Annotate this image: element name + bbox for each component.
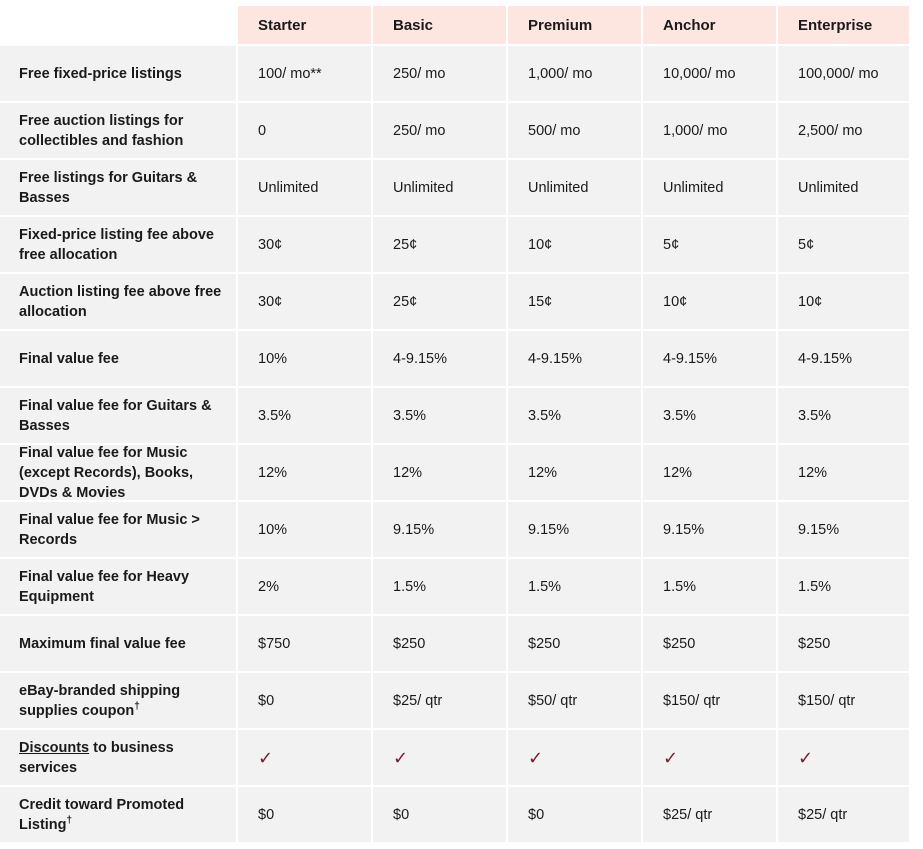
row-label-text xyxy=(19,738,228,778)
row-label-main: Free auction listings for collectibles and fashion xyxy=(19,112,184,149)
table-cell: 12% xyxy=(508,445,641,500)
table-cell: 500/ mo xyxy=(508,103,641,158)
table-cell: 1.5% xyxy=(508,559,641,614)
row-label xyxy=(0,730,236,785)
row-label xyxy=(0,46,236,101)
table-cell: $0 xyxy=(238,787,371,842)
table-cell: Unlimited xyxy=(508,160,641,215)
column-header-enterprise: Enterprise xyxy=(778,6,909,44)
table-cell: $25/ qtr xyxy=(778,787,909,842)
footnote-dagger: † xyxy=(134,700,140,712)
table-cell: 3.5% xyxy=(778,388,909,443)
row-label xyxy=(0,274,236,329)
row-label-text xyxy=(19,225,228,265)
table-cell: 25¢ xyxy=(373,217,506,272)
table-cell: 4-9.15% xyxy=(778,331,909,386)
table-cell: 9.15% xyxy=(643,502,776,557)
table-cell: 1,000/ mo xyxy=(508,46,641,101)
table-cell: Unlimited xyxy=(373,160,506,215)
row-label xyxy=(0,103,236,158)
column-header-premium: Premium xyxy=(508,6,641,44)
table-cell: Unlimited xyxy=(238,160,371,215)
row-label xyxy=(0,160,236,215)
table-cell: 4-9.15% xyxy=(373,331,506,386)
column-header-basic: Basic xyxy=(373,6,506,44)
row-label-main: Final value fee for Heavy Equipment xyxy=(19,568,190,605)
table-cell: 1.5% xyxy=(373,559,506,614)
row-label-main: Final value fee xyxy=(19,350,119,367)
row-label-text xyxy=(19,349,119,369)
row-label-text xyxy=(19,64,182,84)
table-cell: 100,000/ mo xyxy=(778,46,909,101)
row-label xyxy=(0,502,236,557)
table-cell: $250 xyxy=(778,616,909,671)
row-label xyxy=(0,445,236,500)
table-cell: 250/ mo xyxy=(373,46,506,101)
table-cell: 12% xyxy=(778,445,909,500)
row-label-main: Final value fee for Guitars & Basses xyxy=(19,397,212,434)
table-cell: $0 xyxy=(508,787,641,842)
column-header-starter: Starter xyxy=(238,6,371,44)
table-cell: 10¢ xyxy=(508,217,641,272)
table-cell: 10,000/ mo xyxy=(643,46,776,101)
table-cell: 30¢ xyxy=(238,274,371,329)
row-label-main: Auction listing fee above free allocation xyxy=(19,283,222,320)
row-label xyxy=(0,559,236,614)
row-label-main: eBay-branded shipping supplies coupon xyxy=(19,682,181,719)
table-cell: 5¢ xyxy=(643,217,776,272)
footnote-dagger: † xyxy=(66,814,73,826)
row-label-text xyxy=(19,567,228,607)
table-cell: $250 xyxy=(373,616,506,671)
row-label-text xyxy=(19,634,186,654)
row-label-text xyxy=(19,282,228,322)
table-cell: 2,500/ mo xyxy=(778,103,909,158)
row-label xyxy=(0,388,236,443)
table-cell: $750 xyxy=(238,616,371,671)
table-cell: 15¢ xyxy=(508,274,641,329)
table-cell: 10¢ xyxy=(643,274,776,329)
row-label-text xyxy=(19,111,228,151)
row-label xyxy=(0,331,236,386)
table-cell: 3.5% xyxy=(508,388,641,443)
row-label-main: Free listings for Guitars & Basses xyxy=(19,169,198,206)
row-label-main: to business services xyxy=(19,739,174,776)
row-label-main: Fixed-price listing fee above free allocation xyxy=(19,226,214,263)
table-cell: 5¢ xyxy=(778,217,909,272)
check-icon: ✓ xyxy=(508,730,641,785)
row-label-main: Credit toward Promoted Listing xyxy=(19,796,185,833)
table-cell: 30¢ xyxy=(238,217,371,272)
table-cell: 10% xyxy=(238,331,371,386)
table-cell: $50/ qtr xyxy=(508,673,641,728)
column-header-anchor: Anchor xyxy=(643,6,776,44)
row-label-main: Final value fee for Music (except Records), Books, DVDs & Movies xyxy=(19,444,194,501)
row-label xyxy=(0,616,236,671)
table-cell: $25/ qtr xyxy=(643,787,776,842)
check-icon: ✓ xyxy=(373,730,506,785)
table-cell: 9.15% xyxy=(778,502,909,557)
table-cell: 2% xyxy=(238,559,371,614)
table-cell: Unlimited xyxy=(643,160,776,215)
row-label xyxy=(0,217,236,272)
row-label-text xyxy=(19,168,228,208)
table-cell: $25/ qtr xyxy=(373,673,506,728)
table-cell: 12% xyxy=(238,445,371,500)
discounts-link[interactable]: Discounts xyxy=(19,739,90,756)
table-cell: 1.5% xyxy=(643,559,776,614)
table-cell: 10% xyxy=(238,502,371,557)
check-icon: ✓ xyxy=(238,730,371,785)
table-cell: 4-9.15% xyxy=(508,331,641,386)
table-cell: 0 xyxy=(238,103,371,158)
row-label-main: Maximum final value fee xyxy=(19,635,186,652)
table-cell: 3.5% xyxy=(373,388,506,443)
table-cell: 25¢ xyxy=(373,274,506,329)
table-cell: 4-9.15% xyxy=(643,331,776,386)
row-label-text xyxy=(19,510,228,550)
table-cell: $250 xyxy=(508,616,641,671)
table-cell: $0 xyxy=(238,673,371,728)
row-label-text xyxy=(19,396,228,436)
row-label-text xyxy=(19,795,228,835)
row-label xyxy=(0,673,236,728)
table-cell: 1,000/ mo xyxy=(643,103,776,158)
row-label-main: Final value fee for Music > Records xyxy=(19,511,200,548)
table-cell: $0 xyxy=(373,787,506,842)
table-cell: 250/ mo xyxy=(373,103,506,158)
table-cell: $150/ qtr xyxy=(778,673,909,728)
table-cell: 9.15% xyxy=(508,502,641,557)
row-label-text xyxy=(19,443,228,503)
table-cell: 12% xyxy=(373,445,506,500)
check-icon: ✓ xyxy=(778,730,909,785)
table-cell: 9.15% xyxy=(373,502,506,557)
table-cell: 100/ mo** xyxy=(238,46,371,101)
row-label-text xyxy=(19,681,228,721)
table-cell: 12% xyxy=(643,445,776,500)
check-icon: ✓ xyxy=(643,730,776,785)
table-cell: Unlimited xyxy=(778,160,909,215)
table-cell: $250 xyxy=(643,616,776,671)
table-cell: 10¢ xyxy=(778,274,909,329)
table-cell: 1.5% xyxy=(778,559,909,614)
table-cell: 3.5% xyxy=(643,388,776,443)
row-label xyxy=(0,787,236,842)
table-cell: 3.5% xyxy=(238,388,371,443)
row-label-main: Free fixed-price listings xyxy=(19,65,182,82)
table-cell: $150/ qtr xyxy=(643,673,776,728)
